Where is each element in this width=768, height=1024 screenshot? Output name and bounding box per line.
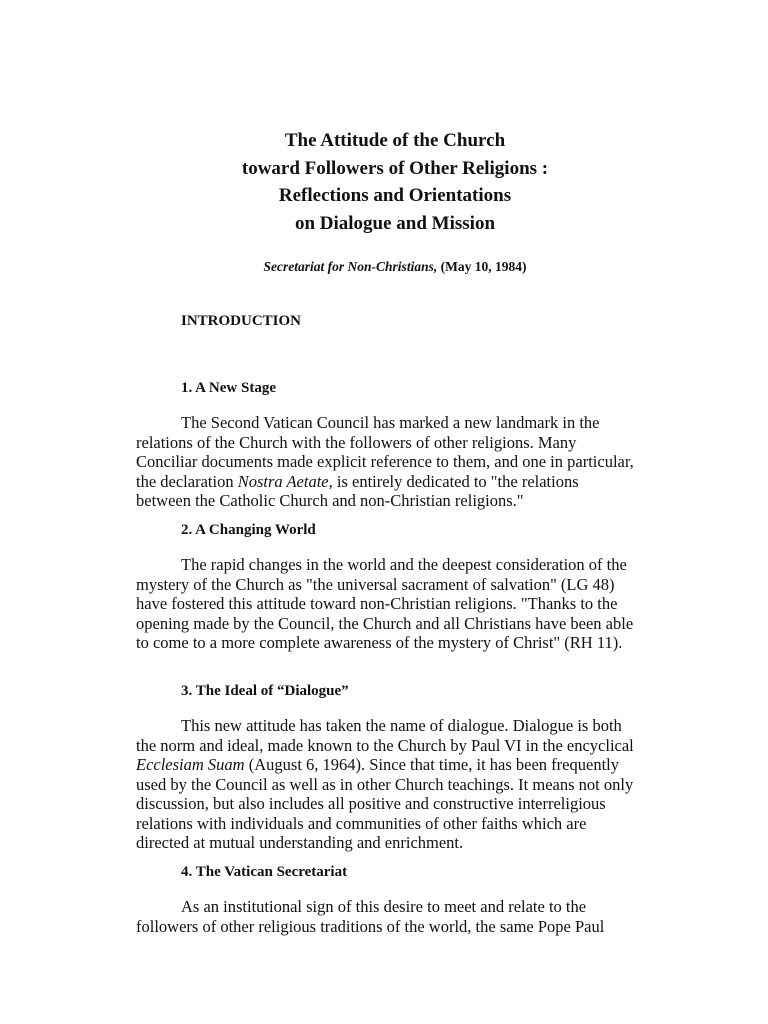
section-heading: 1. A New Stage: [181, 380, 276, 396]
section-heading: 3. The Ideal of “Dialogue”: [181, 683, 349, 699]
section-heading: 2. A Changing World: [181, 522, 316, 538]
paragraph-text: The Second Vatican Council has marked a new landmark in the relations of the Church with the followers of other religions. Many Conciliar documents made explicit reference to them, and one in particular, the declaration: [136, 413, 634, 491]
paragraph-text: (August 6, 1964). Since that time, it has been frequently used by the Council as well as in other Church teachings. It means not only discussion, but also includes all positive and constructive interreligious relations with individuals and communities of other faiths which are directed at mutual understanding and enrichment.: [136, 755, 634, 852]
title-line: toward Followers of Other Religions :: [241, 157, 549, 179]
document-subtitle: [0, 259, 768, 275]
title-line: on Dialogue and Mission: [294, 212, 496, 234]
paragraph-text: The rapid changes in the world and the deepest consideration of the mystery of the Church as "the universal sacrament of salvation" (LG 48) have fostered this attitude toward non-Christian religions. "Thanks to the opening made by the Council, the Church and all Christians have been able to come to a more complete awareness of the mystery of Christ" (RH 11).: [136, 555, 634, 652]
title-line: The Attitude of the Church: [284, 130, 506, 151]
section-heading: 4. The Vatican Secretariat: [181, 864, 348, 880]
title-line: Reflections and Orientations: [278, 185, 512, 206]
paragraph-text: As an institutional sign of this desire to meet and relate to the followers of other religious traditions of the world, the same Pope Paul: [136, 897, 605, 936]
section-paragraph: [136, 897, 636, 936]
section-paragraph: [136, 413, 636, 511]
subtitle-organization: Secretariat for Non-Christians,: [263, 259, 438, 274]
section-paragraph: [136, 555, 636, 653]
section-paragraph: [136, 716, 636, 853]
introduction-heading: INTRODUCTION: [181, 313, 302, 329]
paragraph-italic: Nostra Aetate,: [237, 471, 333, 491]
paragraph-text: This new attitude has taken the name of dialogue. Dialogue is both the norm and ideal, made known to the Church by Paul VI in the encyclical: [136, 716, 634, 755]
paragraph-italic: Ecclesiam Suam: [136, 755, 245, 774]
subtitle-date: (May 10, 1984): [440, 259, 527, 274]
document-title: [0, 127, 768, 237]
paragraph-text: is entirely dedicated to "the relations between the Catholic Church and non-Christian religions.": [136, 471, 579, 510]
